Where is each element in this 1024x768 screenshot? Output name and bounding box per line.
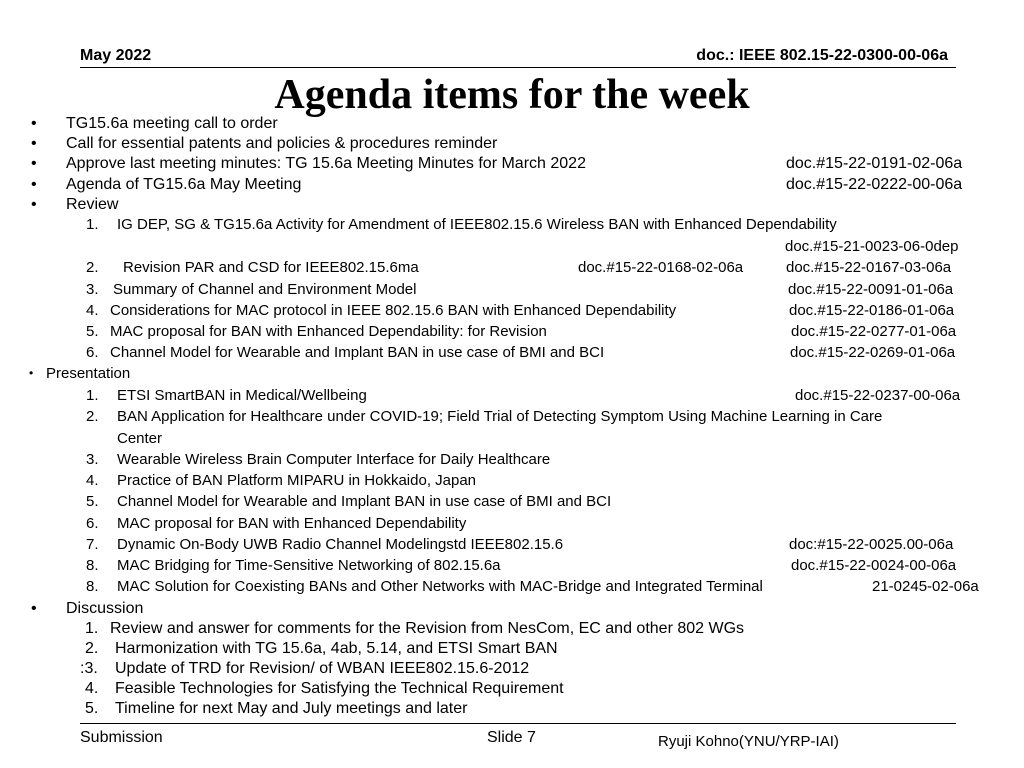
discussion-item-num: 1.: [85, 620, 99, 637]
presentation-item-num: 5.: [86, 493, 99, 510]
agenda-item-agenda-doc: doc.#15-22-0222-00-06a: [786, 176, 963, 193]
review-item-channel-model-doc: doc.#15-22-0269-01-06a: [790, 344, 956, 361]
agenda-item-review: Review: [66, 196, 119, 213]
presentation-label: Presentation: [46, 365, 131, 382]
footer-divider: [80, 723, 956, 724]
discussion-item-num: 4.: [85, 680, 99, 697]
review-item-num: 4.: [86, 302, 99, 319]
presentation-item-num: 6.: [86, 515, 99, 532]
review-item-channel-summary-doc: doc.#15-22-0091-01-06a: [788, 281, 954, 298]
bullet-marker: •: [29, 366, 34, 380]
presentation-item-channel-model: Channel Model for Wearable and Implant BAN in use case of BMI and BCI: [117, 493, 612, 510]
discussion-item-comments: Review and answer for comments for the Revision from NesCom, EC and other 802 WGs: [110, 620, 745, 637]
slide-title: Agenda items for the week: [274, 72, 750, 118]
presentation-item-covid: BAN Application for Healthcare under COVID-19; Field Trial of Detecting Symptom Using Machine Learning in Care: [117, 408, 883, 425]
discussion-item-trd: Update of TRD for Revision/ of WBAN IEEE802.15.6-2012: [115, 660, 530, 677]
presentation-item-num: 8.: [86, 578, 99, 595]
review-item-channel-summary: Summary of Channel and Environment Model: [113, 281, 417, 298]
discussion-item-timeline: Timeline for next May and July meetings and later: [115, 700, 468, 717]
presentation-item-mac-proposal: MAC proposal for BAN with Enhanced Dependability: [117, 515, 467, 532]
presentation-item-covid-cont: Center: [117, 430, 163, 447]
bullet-marker: •: [31, 135, 37, 152]
discussion-item-num: 2.: [85, 640, 99, 657]
review-item-num: 1.: [86, 216, 99, 233]
presentation-item-uwb-doc: doc:#15-22-0025.00-06a: [789, 536, 954, 553]
bullet-marker: •: [31, 176, 37, 193]
review-item-par-doc: doc.#15-22-0168-02-06a: [578, 259, 744, 276]
presentation-item-etsi-doc: doc.#15-22-0237-00-06a: [795, 387, 961, 404]
footer-author: Ryuji Kohno(YNU/YRP-IAI): [658, 733, 839, 750]
bullet-marker: •: [31, 600, 37, 617]
agenda-item-minutes: Approve last meeting minutes: TG 15.6a Meeting Minutes for March 2022: [66, 155, 586, 172]
review-item-channel-model: Channel Model for Wearable and Implant BAN in use case of BMI and BCI: [110, 344, 605, 361]
review-item-num: 6.: [86, 344, 99, 361]
discussion-item-harmonization: Harmonization with TG 15.6a, 4ab, 5.14, and ETSI Smart BAN: [115, 640, 558, 657]
review-item-mac-considerations: Considerations for MAC protocol in IEEE 802.15.6 BAN with Enhanced Dependability: [110, 302, 677, 319]
header-divider: [80, 67, 956, 68]
review-item-mac-proposal-doc: doc.#15-22-0277-01-06a: [791, 323, 957, 340]
presentation-item-bci: Wearable Wireless Brain Computer Interface for Daily Healthcare: [117, 451, 551, 468]
presentation-item-num: 2.: [86, 408, 99, 425]
presentation-item-num: 3.: [86, 451, 99, 468]
presentation-item-num: 1.: [86, 387, 99, 404]
agenda-item-agenda: Agenda of TG15.6a May Meeting: [66, 176, 302, 193]
review-item-num: 3.: [86, 281, 99, 298]
presentation-item-num: 4.: [86, 472, 99, 489]
presentation-item-miparu: Practice of BAN Platform MIPARU in Hokkaido, Japan: [117, 472, 477, 489]
presentation-item-coexist-doc: 21-0245-02-06a: [872, 578, 979, 595]
header-date: May 2022: [80, 47, 152, 64]
review-item-par-csd: Revision PAR and CSD for IEEE802.15.6ma: [123, 259, 419, 276]
discussion-item-technologies: Feasible Technologies for Satisfying the Technical Requirement: [115, 680, 564, 697]
bullet-marker: •: [31, 155, 37, 172]
presentation-item-num: 7.: [86, 536, 99, 553]
review-item-ig-dep-doc: doc.#15-21-0023-06-0dep: [785, 238, 959, 255]
presentation-item-tsn-doc: doc.#15-22-0024-00-06a: [791, 557, 957, 574]
discussion-label: Discussion: [66, 600, 144, 617]
review-item-mac-considerations-doc: doc.#15-22-0186-01-06a: [789, 302, 955, 319]
agenda-item-minutes-doc: doc.#15-22-0191-02-06a: [786, 155, 963, 172]
review-item-csd-doc: doc.#15-22-0167-03-06a: [786, 259, 952, 276]
discussion-item-num: :3.: [80, 660, 98, 677]
presentation-item-uwb: Dynamic On-Body UWB Radio Channel Modelingstd IEEE802.15.6: [117, 536, 564, 553]
header-doc-id: doc.: IEEE 802.15-22-0300-00-06a: [696, 47, 948, 64]
review-item-num: 5.: [86, 323, 99, 340]
agenda-item-patents: Call for essential patents and policies & procedures reminder: [66, 135, 498, 152]
review-item-ig-dep: IG DEP, SG & TG15.6a Activity for Amendment of IEEE802.15.6 Wireless BAN with Enhanced Dependability: [117, 216, 837, 233]
presentation-item-tsn: MAC Bridging for Time-Sensitive Networking of 802.15.6a: [117, 557, 501, 574]
presentation-item-num: 8.: [86, 557, 99, 574]
footer-slide-number: Slide 7: [487, 729, 536, 746]
bullet-marker: •: [31, 196, 37, 213]
discussion-item-num: 5.: [85, 700, 99, 717]
presentation-item-coexist: MAC Solution for Coexisting BANs and Other Networks with MAC-Bridge and Integrated Terminal: [117, 578, 763, 595]
review-item-num: 2.: [86, 259, 99, 276]
bullet-marker: •: [31, 115, 37, 132]
review-item-mac-proposal: MAC proposal for BAN with Enhanced Dependability: for Revision: [110, 323, 547, 340]
footer-submission: Submission: [80, 729, 163, 746]
presentation-item-etsi: ETSI SmartBAN in Medical/Wellbeing: [117, 387, 367, 404]
agenda-item-call-to-order: TG15.6a meeting call to order: [66, 115, 278, 132]
